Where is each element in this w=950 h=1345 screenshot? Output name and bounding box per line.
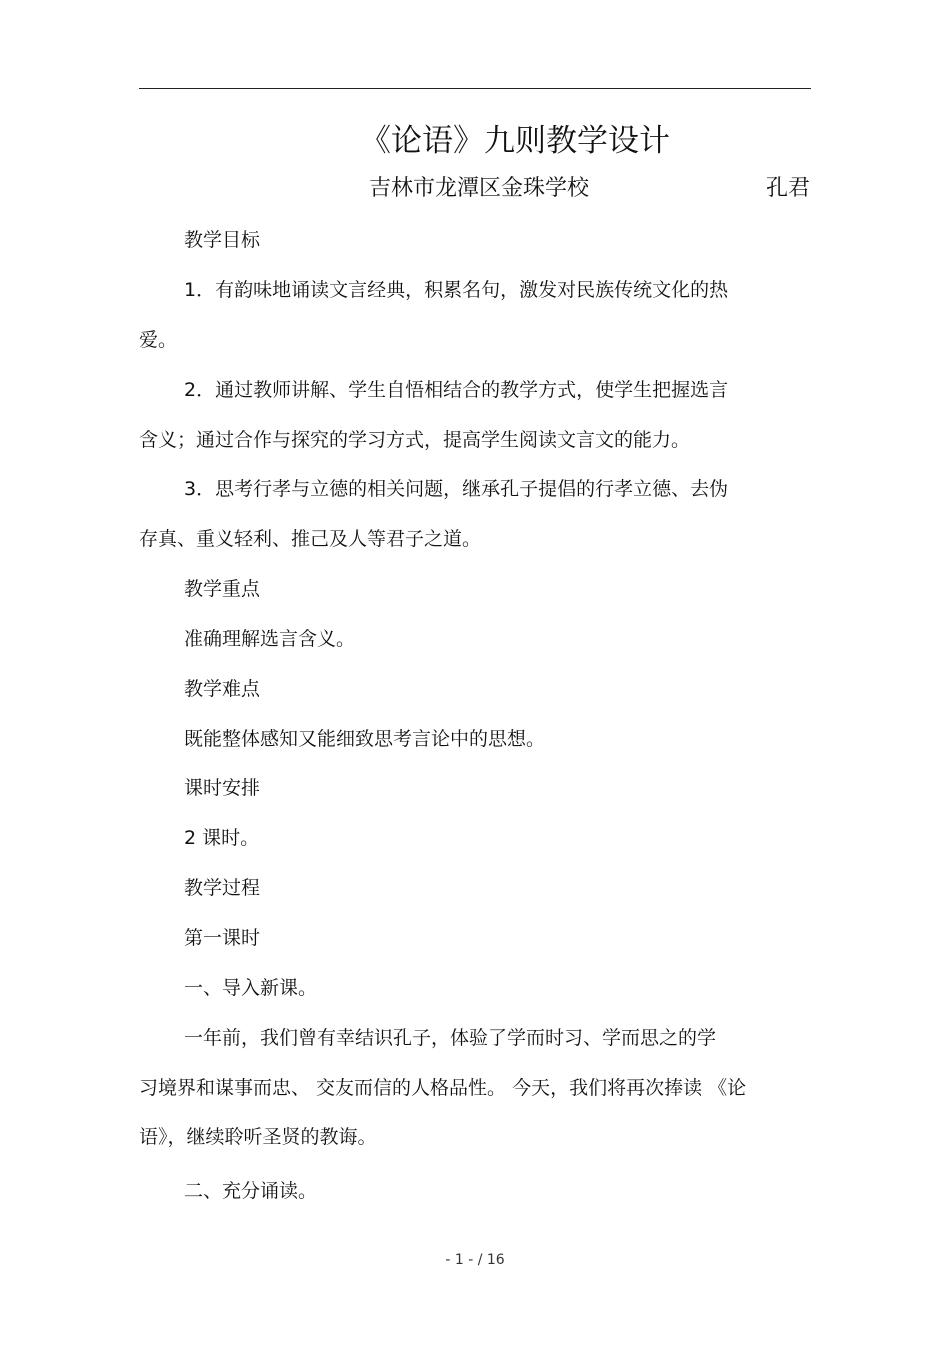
- key-points-text: 准确理解选言含义。: [184, 628, 356, 650]
- author-name: 孔君: [766, 176, 811, 201]
- objective-3-line-1: 3．思考行孝与立德的相关问题，继承孔子提倡的行孝立德、去伪: [184, 478, 729, 500]
- section-heading-schedule: 课时安排: [184, 777, 261, 799]
- school-name: 吉林市龙潭区金珠学校: [369, 176, 590, 201]
- page-number: - 1 - / 16: [445, 1252, 505, 1268]
- document-title: 《论语》九则教学设计: [360, 123, 670, 159]
- section-heading-objectives: 教学目标: [184, 229, 261, 251]
- header-rule: [139, 88, 811, 89]
- section-heading-key-points: 教学重点: [184, 578, 261, 600]
- objective-2-line-1: 2．通过教师讲解、学生自悟相结合的教学方式，使学生把握选言: [184, 379, 729, 401]
- objective-3-line-2: 存真、重义轻利、推己及人等君子之道。: [139, 528, 482, 550]
- intro-paragraph-line-3: 语》，继续聆听圣贤的教诲。: [139, 1126, 377, 1148]
- lesson-one-heading: 第一课时: [184, 927, 261, 949]
- schedule-text: 2 课时。: [184, 827, 260, 849]
- objective-2-line-2: 含义；通过合作与探究的学习方式，提高学生阅读文言文的能力。: [139, 429, 691, 451]
- step-2-heading: 二、充分诵读。: [184, 1180, 318, 1202]
- intro-paragraph-line-1: 一年前，我们曾有幸结识孔子，体验了学而时习、学而思之的学: [184, 1027, 717, 1049]
- objective-1-line-1: 1．有韵味地诵读文言经典，积累名句，激发对民族传统文化的热: [184, 279, 729, 301]
- step-1-heading: 一、导入新课。: [184, 977, 318, 999]
- section-heading-process: 教学过程: [184, 877, 261, 899]
- difficulties-text: 既能整体感知又能细致思考言论中的思想。: [184, 728, 546, 750]
- intro-paragraph-line-2: 习境界和谋事而忠、 交友而信的人格品性。 今天，我们将再次捧读 《论: [139, 1077, 747, 1099]
- objective-1-line-2: 爱。: [139, 329, 178, 351]
- section-heading-difficulties: 教学难点: [184, 678, 261, 700]
